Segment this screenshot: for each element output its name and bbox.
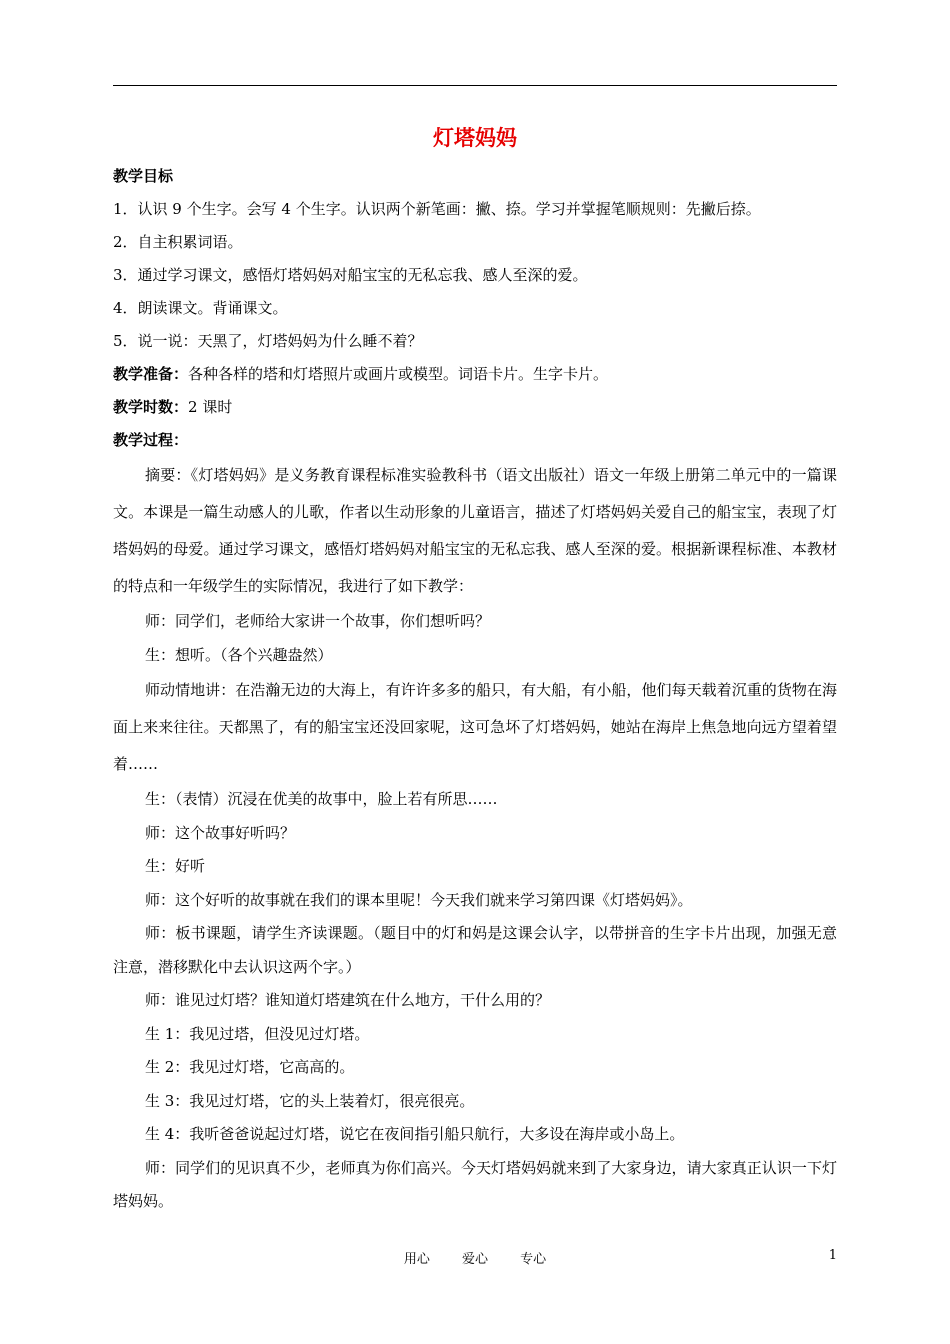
process-heading: 教学过程： bbox=[113, 431, 189, 449]
page-number: 1 bbox=[828, 1248, 837, 1263]
footer-item: 专心 bbox=[520, 1252, 547, 1267]
dialogue-line: 师：同学们的见识真不少，老师真为你们高兴。今天灯塔妈妈就来到了大家身边，请大家真正认识一下灯塔妈妈。 bbox=[113, 1158, 837, 1210]
dialogue-line: 师动情地讲：在浩瀚无边的大海上，有许许多多的船只，有大船，有小船，他们每天载着沉重的货物在海面上来来往往。天都黑了，有的船宝宝还没回家呢，这可急坏了灯塔妈妈，她站在海岸上焦急地向远方望着望着…… bbox=[113, 681, 837, 773]
dialogue-line: 师：同学们，老师给大家讲一个故事，你们想听吗？ bbox=[145, 612, 491, 630]
objectives-heading: 教学目标 bbox=[113, 167, 174, 185]
dialogue-line: 生：好听 bbox=[145, 857, 206, 875]
document-title: 灯塔妈妈 bbox=[433, 126, 517, 150]
hours-text: 2 课时 bbox=[188, 398, 233, 416]
page-footer bbox=[0, 1248, 950, 1268]
dialogue-line: 师：这个故事好听吗？ bbox=[145, 823, 296, 842]
dialogue-line: 生 3：我见过灯塔，它的头上装着灯，很亮很亮。 bbox=[145, 1091, 475, 1110]
dialogue-line: 师：这个好听的故事就在我们的课本里呢！今天我们就来学习第四课《灯塔妈妈》。 bbox=[145, 890, 693, 909]
objective-item: 2．自主积累词语。 bbox=[113, 233, 243, 251]
objective-item: 1．认识 9 个生字。会写 4 个生字。认识两个新笔画：撇、捺。学习并掌握笔顺规则：先撇后捺。 bbox=[113, 200, 761, 218]
objective-item: 3．通过学习课文，感悟灯塔妈妈对船宝宝的无私忘我、感人至深的爱。 bbox=[113, 266, 588, 284]
dialogue-line: 师：板书课题，请学生齐读课题。（题目中的灯和妈是这课会认字，以带拼音的生字卡片出现，加强无意注意，潜移默化中去认识这两个字。） bbox=[113, 924, 837, 976]
preparation-label: 教学准备： bbox=[113, 365, 189, 383]
dialogue-line: 生 2：我见过灯塔，它高高的。 bbox=[145, 1058, 355, 1076]
footer-motto bbox=[0, 1248, 950, 1267]
document-body bbox=[113, 160, 837, 1219]
footer-item: 爱心 bbox=[461, 1252, 488, 1267]
objective-item: 5．说一说：天黑了，灯塔妈妈为什么睡不着？ bbox=[113, 332, 423, 350]
dialogue-line: 生：想听。（各个兴趣盎然） bbox=[145, 645, 333, 664]
preparation-text: 各种各样的塔和灯塔照片或画片或模型。词语卡片。生字卡片。 bbox=[188, 365, 609, 383]
dialogue-line: 生 4：我听爸爸说起过灯塔，说它在夜间指引船只航行，大多设在海岸或小岛上。 bbox=[145, 1125, 685, 1143]
hours-label: 教学时数： bbox=[113, 398, 189, 416]
dialogue-line: 师：谁见过灯塔？谁知道灯塔建筑在什么地方，干什么用的？ bbox=[145, 991, 551, 1009]
footer-item: 用心 bbox=[403, 1252, 430, 1267]
hours-line bbox=[113, 391, 837, 424]
header-rule bbox=[113, 85, 837, 86]
preparation-line bbox=[113, 358, 837, 391]
dialogue-line: 生：（表情）沉浸在优美的故事中，脸上若有所思…… bbox=[145, 790, 498, 808]
dialogue-line: 生 1：我见过塔，但没见过灯塔。 bbox=[145, 1024, 370, 1043]
objective-item: 4．朗读课文。背诵课文。 bbox=[113, 299, 288, 317]
summary-paragraph: 摘要：《灯塔妈妈》是义务教育课程标准实验教科书（语文出版社）语文一年级上册第二单元中的一篇课文。本课是一篇生动感人的儿歌，作者以生动形象的儿童语言，描述了灯塔妈妈关爱自己的船宝宝，表现了灯塔妈妈的母爱。通过学习课文，感悟灯塔妈妈对船宝宝的无私忘我、感人至深的爱。根据新课程标准、本教材的特点和一年级学生的实际情况，我进行了如下教学： bbox=[113, 466, 837, 595]
